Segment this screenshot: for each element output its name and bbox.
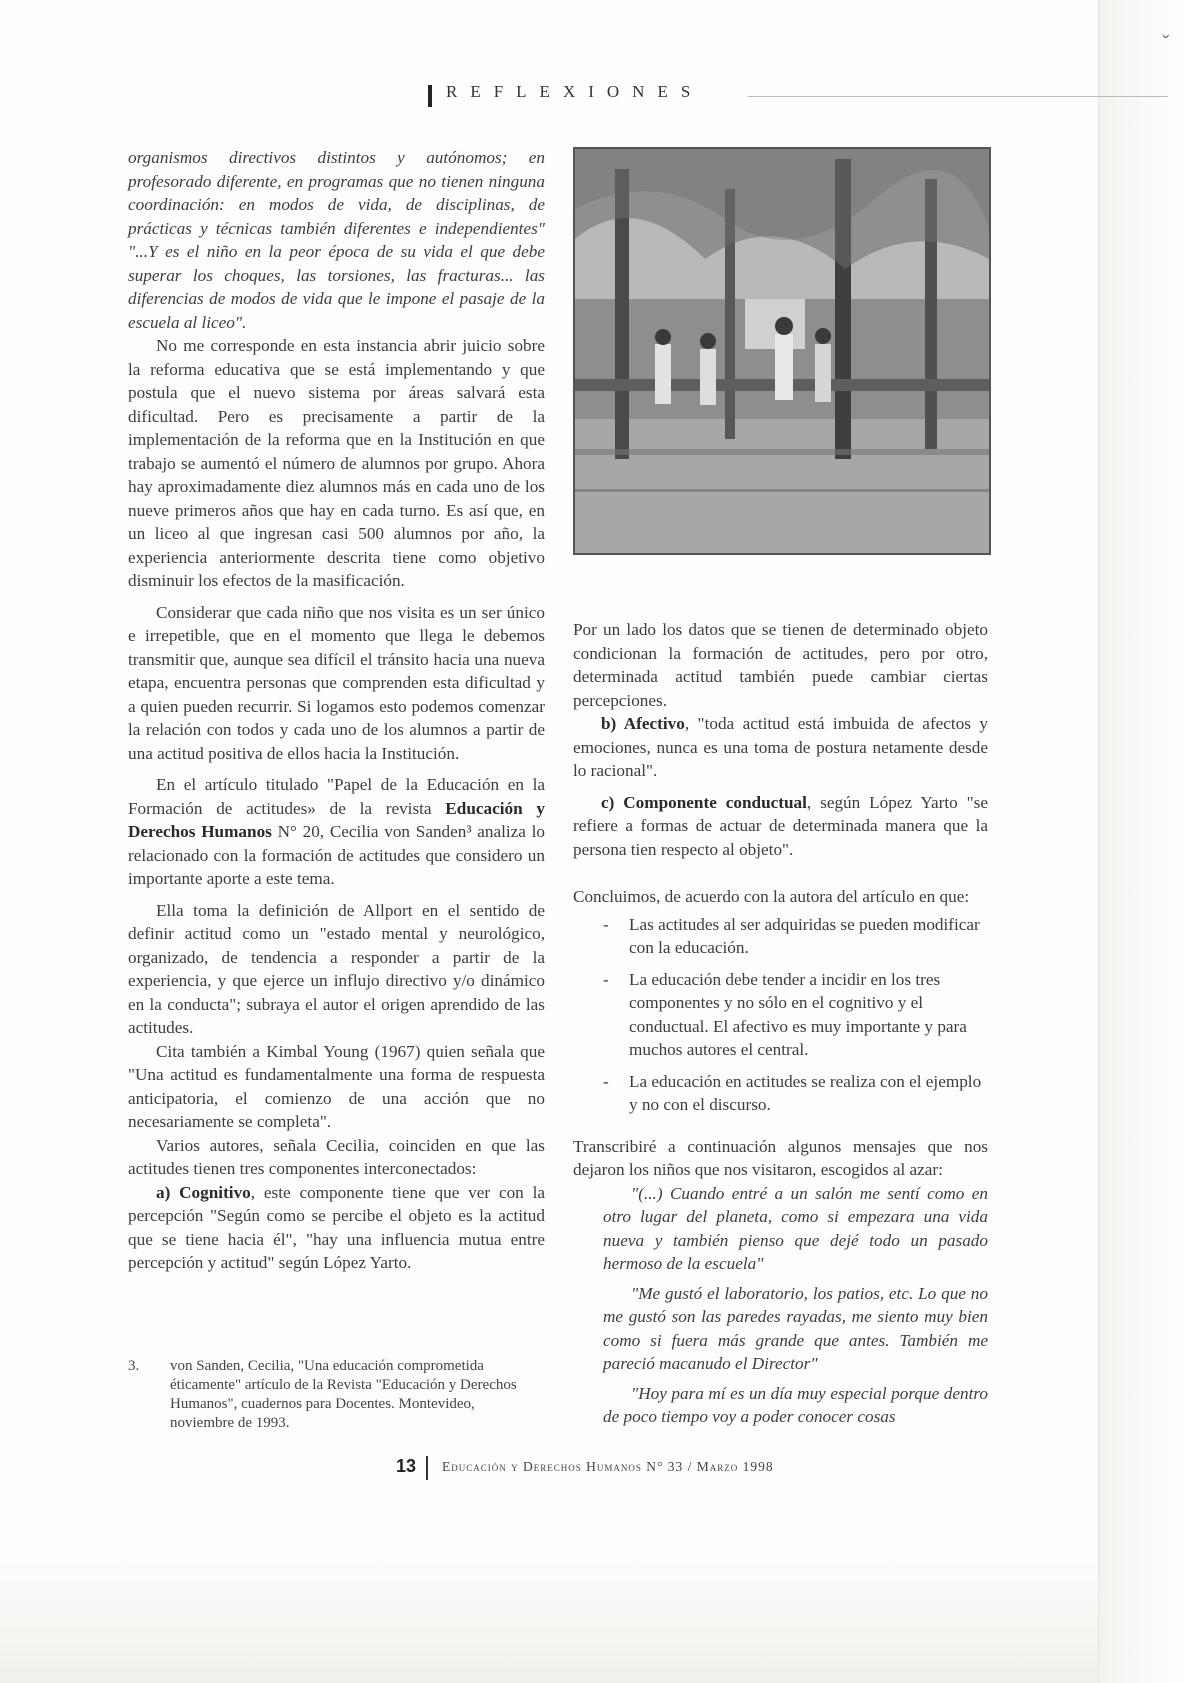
child-quote-3: "Hoy para mí es un día muy especial porque dentro de poco tiempo voy a poder conocer cosas xyxy=(603,1383,988,1426)
paragraph-young: Cita también a Kimbal Young (1967) quien señala que "Una actitud es fundamentalmente una forma de respuesta anticipatoria, el comienzo de una acción que no necesariamente se completa". xyxy=(128,1041,545,1131)
list-item-text: La educación debe tender a incidir en los tres componentes y no sólo en el cognitivo y el conductual. El afectivo es muy importante y para muchos autores el central. xyxy=(629,969,967,1059)
child-quote-2: "Me gustó el laboratorio, los patios, etc. Lo que no me gustó son las paredes rayadas, me siento muy bien como si fuera más grande que antes. También me pareció macanudo el Director" xyxy=(603,1283,988,1373)
list-item-text: Las actitudes al ser adquiridas se pueden modificar con la educación. xyxy=(629,914,980,957)
header-bar xyxy=(428,85,432,107)
conductual-text: , según López Yarto "se refiere a formas de actuar de determinada manera que la persona tien respecto al objeto". xyxy=(573,792,988,859)
section-title: REFLEXIONES xyxy=(446,82,704,101)
paragraph-componentes: Varios autores, señala Cecilia, coinciden en que las actitudes tienen tres componentes interconectados: xyxy=(128,1135,545,1178)
left-column xyxy=(128,146,545,1275)
cognitivo-text: , este componente tiene que ver con la percepción "Según como se percibe el objeto es la actitud que se tiene hacia él", "hay una influencia mutua entre percepción y actitud" según López Yarto. xyxy=(128,1182,546,1272)
child-quote-1: "(...) Cuando entré a un salón me sentí como en otro lugar del planeta, como si empezara una vida nueva y también pienso que dejé todo un pasado hermoso de la escuela" xyxy=(603,1183,988,1273)
cognitivo-heading: a) Cognitivo xyxy=(156,1182,251,1202)
footnote-number: 3. xyxy=(128,1358,140,1374)
journal-citation: Educación y Derechos Humanos N° 33 / Marzo 1998 xyxy=(442,1459,774,1474)
journal-name: Educación y Derechos Humanos xyxy=(128,798,545,841)
paragraph-reforma: No me corresponde en esta instancia abrir juicio sobre la reforma educativa que se está implementando y que postula que el nuevo sistema por áreas salvará esta dificultad. Pero es precisamente a partir de la implementación de la reforma que en la Institución en que trabajo se aumentó el número de alumnos por grupo. Ahora hay aproximadamente diez alumnos más en cada uno de los nueve primeros años que hay en cada turno. Es así que, en un liceo al que ingresan casi 500 alumnos por año, la experiencia anteriormente descrita tiene como objetivo disminuir los efectos de la masificación. xyxy=(128,336,545,590)
header-rule xyxy=(748,96,1168,97)
bullet-dash: - xyxy=(603,914,609,934)
paragraph-allport: Ella toma la definición de Allport en el sentido de definir actitud como un "estado mental y neurológico, organizado, de tendencia a responder a partir de la experiencia, y que ejerce un influjo directivo y/o dinámico en la conducta"; subraya el autor el origen aprendido de las actitudes. xyxy=(128,900,545,1037)
bullet-dash: - xyxy=(603,969,609,989)
list-item-text: La educación en actitudes se realiza con el ejemplo y no con el discurso. xyxy=(629,1071,982,1114)
paragraph-concluimos: Concluimos, de acuerdo con la autora del artículo en que: xyxy=(573,887,970,906)
paragraph-afectivo xyxy=(573,712,988,783)
scan-mark: ˇ xyxy=(1162,30,1170,55)
paragraph-cognitivo xyxy=(128,1181,545,1275)
articulo-text-a: En el artículo titulado "Papel de la Educación en la Formación de actitudes» de la revista xyxy=(128,775,545,818)
paragraph-nino-unico: Considerar que cada niño que nos visita es un ser único e irrepetible, que en el momento que llega le debemos transmitir que, aunque sea difícil el tránsito hacia una nueva etapa, encuentra personas que comprenden esta dificultad y a quien pueden recurrir. Si logamos esto podemos comenzar la relación con todos y cada uno de los alumnos a partir de una actitud positiva de ellos hacia la Institución. xyxy=(128,602,545,763)
paragraph-percepciones: Por un lado los datos que se tienen de determinado objeto condicionan la formación de actitudes, pero por otro, determinada actitud también puede cambiar ciertas percepciones. xyxy=(573,620,988,710)
paragraph-conductual xyxy=(573,791,988,862)
page-number: 13 xyxy=(396,1456,417,1476)
scan-bottom-shade xyxy=(0,1560,1098,1683)
afectivo-text: , "toda actitud está imbuida de afectos y emociones, nunca es una toma de postura netamente desde lo racional". xyxy=(573,714,988,780)
paragraph-quote-continuation: organismos directivos distintos y autónomos; en profesorado diferente, en programas que no tienen ninguna coordinación: en modos de vida, de disciplinas, de prácticas y técnicas también diferentes e independientes" "...Y es el niño en la peor época de su vida el que debe superar los choques, las torsiones, las fracturas... las diferencias de modos de vida que le impone el pasaje de la escuela al liceo". xyxy=(128,148,545,332)
bullet-dash: - xyxy=(603,1071,609,1091)
running-header xyxy=(428,80,1088,106)
paragraph-articulo xyxy=(128,773,545,891)
list-item xyxy=(573,913,988,960)
afectivo-heading: b) Afectivo xyxy=(601,714,685,733)
schoolyard-photo xyxy=(573,147,991,555)
articulo-text-b: N° 20, Cecilia von Sanden³ analiza lo relacionado con la formación de actitudes que considero un importante aporte a este tema. xyxy=(128,822,545,888)
page-footer xyxy=(396,1456,896,1482)
footnote-text: von Sanden, Cecilia, "Una educación comprometida éticamente" artículo de la Revista "Educación y Derechos Humanos", cuadernos para Docentes. Montevideo, noviembre de 1993. xyxy=(170,1358,517,1431)
paragraph-transcribire: Transcribiré a continuación algunos mensajes que nos dejaron los niños que nos visitaron, escogidos al azar: xyxy=(573,1136,988,1179)
page-edge-shadow xyxy=(1098,0,1190,1683)
conclusions-list xyxy=(573,913,988,1117)
conductual-heading: c) Componente conductual xyxy=(601,792,807,812)
footer-bar xyxy=(426,1456,428,1480)
list-item xyxy=(573,1070,988,1117)
list-item xyxy=(573,968,988,1062)
right-column xyxy=(573,618,988,1429)
